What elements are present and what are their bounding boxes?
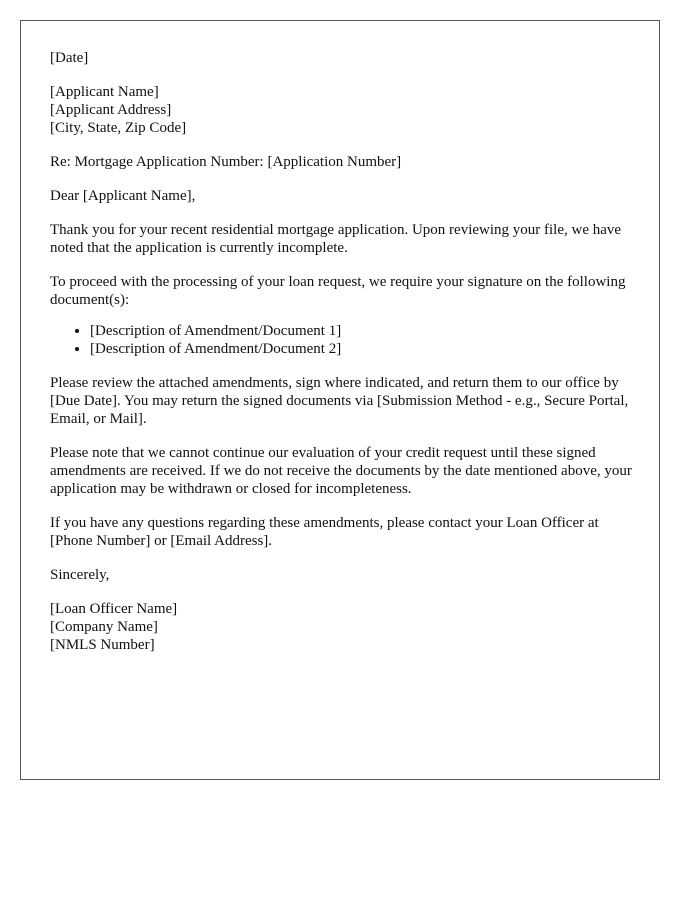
- list-item: • [Description of Amendment/Document 1]: [90, 322, 640, 340]
- requirement-paragraph-block: [50, 273, 640, 309]
- subject-line: Re: Mortgage Application Number: [Application Number]: [50, 154, 402, 170]
- intro-paragraph-block: [50, 221, 640, 257]
- required-documents-list: [50, 322, 640, 358]
- letter-date: [Date]: [50, 50, 89, 66]
- requirement-paragraph: To proceed with the processing of your loan request, we require your signature on the following document(s):: [50, 274, 626, 308]
- signature-block: [50, 600, 640, 654]
- evaluation-notice-paragraph: Please note that we cannot continue our evaluation of your credit request until these signed amendments are received. If we do not receive the documents by the date mentioned above, your application may be withdrawn or closed for incompleteness.: [50, 445, 632, 497]
- salutation: Dear [Applicant Name],: [50, 188, 196, 204]
- subject-block: [50, 153, 640, 171]
- intro-paragraph: Thank you for your recent residential mortgage application. Upon reviewing your file, we have noted that the application is currently incomplete.: [50, 222, 622, 256]
- recipient-name: [Applicant Name]: [50, 84, 159, 100]
- contact-paragraph: If you have any questions regarding these amendments, please contact your Loan Officer at [Phone Number] or [Email Address].: [50, 515, 599, 549]
- recipient-city-state-zip: [City, State, Zip Code]: [50, 120, 187, 136]
- company-name: [Company Name]: [50, 619, 158, 635]
- recipient-address-block: [50, 83, 640, 137]
- letter-frame: [20, 20, 660, 780]
- return-instructions-paragraph: Please review the attached amendments, sign where indicated, and return them to our office by [Due Date]. You may return the signed documents via [Submission Method - e.g., Secure Portal, Email, or Mail].: [50, 375, 629, 427]
- evaluation-notice-block: [50, 444, 640, 498]
- list-item: • [Description of Amendment/Document 2]: [90, 340, 640, 358]
- nmls-number: [NMLS Number]: [50, 637, 155, 653]
- date-block: [50, 49, 640, 67]
- salutation-block: [50, 187, 640, 205]
- sign-off: Sincerely,: [50, 567, 110, 583]
- recipient-address: [Applicant Address]: [50, 102, 172, 118]
- letter-body: [50, 49, 640, 654]
- loan-officer-name: [Loan Officer Name]: [50, 601, 178, 617]
- sign-off-block: [50, 566, 640, 584]
- return-instructions-block: [50, 374, 640, 428]
- contact-paragraph-block: [50, 514, 640, 550]
